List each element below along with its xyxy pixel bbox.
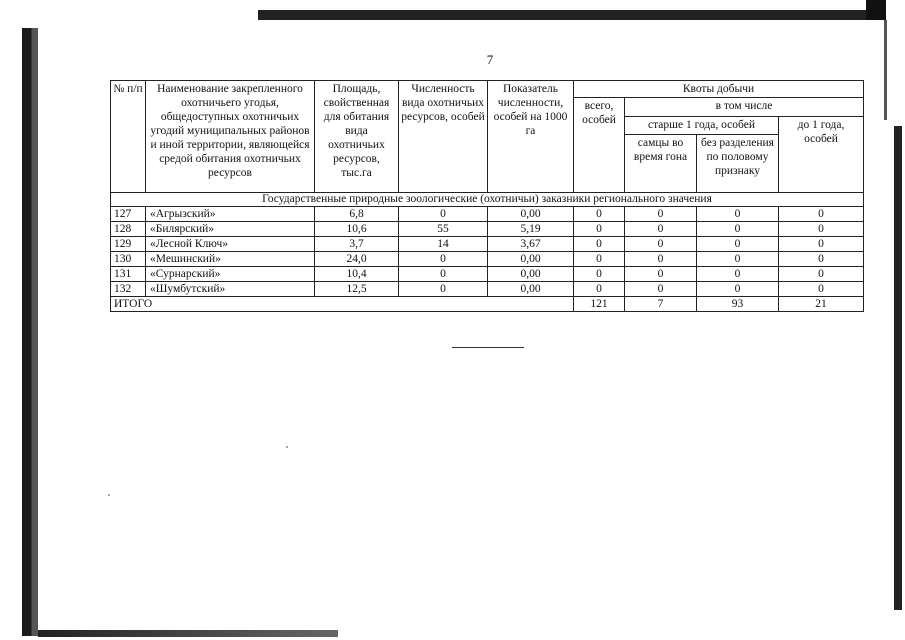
row-name: «Агрызский» — [146, 207, 315, 222]
totals-row — [111, 297, 864, 312]
row-density: 0,00 — [488, 252, 574, 267]
row-under1: 0 — [779, 252, 864, 267]
row-males: 0 — [625, 222, 697, 237]
row-nosex: 0 — [697, 282, 779, 297]
hunting-quota-table — [110, 80, 864, 312]
row-no: 128 — [111, 222, 146, 237]
footer-separator-line — [452, 347, 524, 348]
row-area: 3,7 — [315, 237, 399, 252]
row-density: 0,00 — [488, 267, 574, 282]
row-density: 5,19 — [488, 222, 574, 237]
header-no: № п/п — [111, 81, 146, 193]
row-nosex: 0 — [697, 237, 779, 252]
row-under1: 0 — [779, 267, 864, 282]
row-density: 3,67 — [488, 237, 574, 252]
row-no: 127 — [111, 207, 146, 222]
header-area: Площадь, свойственная для обитания вида охотничьих ресурсов, тыс.га — [315, 81, 399, 193]
table-row — [111, 207, 864, 222]
header-older-than-1: старше 1 года, особей — [625, 117, 779, 135]
row-name: «Мешинский» — [146, 252, 315, 267]
section-title: Государственные природные зоологические (охотничьи) заказники регионального значения — [111, 193, 864, 207]
row-area: 24,0 — [315, 252, 399, 267]
row-area: 10,4 — [315, 267, 399, 282]
row-population: 14 — [399, 237, 488, 252]
scan-border-bottom — [38, 630, 338, 637]
scan-border-top — [258, 4, 886, 20]
totals-total: 121 — [574, 297, 625, 312]
header-population: Численность вида охотничьих ресурсов, особей — [399, 81, 488, 193]
row-area: 6,8 — [315, 207, 399, 222]
scan-speck — [286, 446, 288, 448]
row-nosex: 0 — [697, 252, 779, 267]
row-population: 0 — [399, 207, 488, 222]
row-males: 0 — [625, 252, 697, 267]
row-population: 0 — [399, 267, 488, 282]
row-name: «Лесной Ключ» — [146, 237, 315, 252]
totals-males: 7 — [625, 297, 697, 312]
row-nosex: 0 — [697, 267, 779, 282]
header-quota-group: Квоты добычи — [574, 81, 864, 98]
scan-border-left — [22, 28, 38, 636]
row-population: 0 — [399, 252, 488, 267]
header-males-rut: самцы во время гона — [625, 135, 697, 193]
scan-border-right-top — [884, 20, 887, 120]
row-total: 0 — [574, 282, 625, 297]
row-area: 12,5 — [315, 282, 399, 297]
row-total: 0 — [574, 252, 625, 267]
table-row — [111, 237, 864, 252]
header-including: в том числе — [625, 98, 864, 117]
header-no-sex-division: без разделения по половому признаку — [697, 135, 779, 193]
row-under1: 0 — [779, 207, 864, 222]
row-population: 0 — [399, 282, 488, 297]
row-males: 0 — [625, 267, 697, 282]
row-density: 0,00 — [488, 282, 574, 297]
row-total: 0 — [574, 207, 625, 222]
page-number: 7 — [486, 52, 494, 67]
row-no: 130 — [111, 252, 146, 267]
row-nosex: 0 — [697, 207, 779, 222]
header-total: всего, особей — [574, 98, 625, 193]
table-row — [111, 252, 864, 267]
totals-under1: 21 — [779, 297, 864, 312]
row-name: «Шумбутский» — [146, 282, 315, 297]
row-area: 10,6 — [315, 222, 399, 237]
header-under-1: до 1 года, особей — [779, 117, 864, 193]
row-no: 129 — [111, 237, 146, 252]
row-total: 0 — [574, 237, 625, 252]
row-under1: 0 — [779, 237, 864, 252]
row-males: 0 — [625, 282, 697, 297]
scan-speck — [108, 494, 110, 496]
row-no: 131 — [111, 267, 146, 282]
row-name: «Билярский» — [146, 222, 315, 237]
row-population: 55 — [399, 222, 488, 237]
row-under1: 0 — [779, 282, 864, 297]
row-males: 0 — [625, 207, 697, 222]
header-density: Показатель численности, особей на 1000 га — [488, 81, 574, 193]
scan-border-right — [894, 126, 902, 610]
row-under1: 0 — [779, 222, 864, 237]
totals-nosex: 93 — [697, 297, 779, 312]
row-total: 0 — [574, 222, 625, 237]
header-name: Наименование закрепленного охотничьего угодья, общедоступных охотничьих угодий муниципальных районов и иной территории, являющейся средой обитания охотничьих ресурсов — [146, 81, 315, 193]
row-density: 0,00 — [488, 207, 574, 222]
table-row — [111, 282, 864, 297]
totals-label: ИТОГО — [111, 297, 574, 312]
row-nosex: 0 — [697, 222, 779, 237]
row-name: «Сурнарский» — [146, 267, 315, 282]
table-row — [111, 222, 864, 237]
scan-border-corner — [866, 0, 886, 20]
row-no: 132 — [111, 282, 146, 297]
table-row — [111, 267, 864, 282]
row-total: 0 — [574, 267, 625, 282]
row-males: 0 — [625, 237, 697, 252]
